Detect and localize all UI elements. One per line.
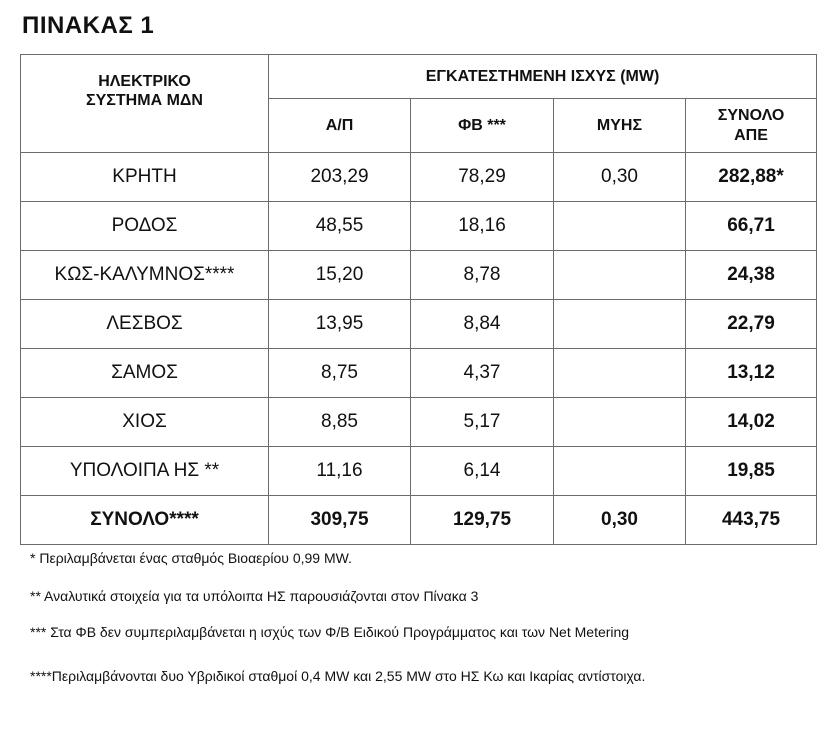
cell-ap: 48,55 (269, 202, 411, 251)
column-header-total (686, 99, 817, 153)
cell-ap: 13,95 (269, 300, 411, 349)
table-row (21, 349, 817, 398)
table-row (21, 447, 817, 496)
row-header-label (21, 55, 269, 153)
cell-total: 13,12 (686, 349, 817, 398)
cell-total: 24,38 (686, 251, 817, 300)
cell-name: ΧΙΟΣ (21, 398, 269, 447)
cell-fv: 8,78 (411, 251, 554, 300)
table-row (21, 251, 817, 300)
total-row (21, 496, 817, 545)
cell-total: 22,79 (686, 300, 817, 349)
row-header-text: ΗΛΕΚΤΡΙΚΟ ΣΥΣΤΗΜΑ ΜΔΝ (86, 72, 203, 109)
footnote-1: * Περιλαμβάνεται ένας σταθμός Βιοαερίου 0,99 MW. (30, 550, 352, 566)
column-header-myhs: ΜΥΗΣ (554, 99, 686, 153)
group-header: ΕΓΚΑΤΕΣΤΗΜΕΝΗ ΙΣΧΥΣ (MW) (269, 55, 817, 99)
cell-myhs (554, 447, 686, 496)
cell-myhs (554, 398, 686, 447)
footnote-4: ****Περιλαμβάνονται δυο Υβριδικοί σταθμοί 0,4 MW και 2,55 MW στο ΗΣ Κω και Ικαρίας αντίστοιχα. (30, 668, 646, 684)
footnote-2: ** Αναλυτικά στοιχεία για τα υπόλοιπα ΗΣ παρουσιάζονται στον Πίνακα 3 (30, 588, 479, 604)
footnote-3: *** Στα ΦΒ δεν συμπεριλαμβάνεται η ισχύς των Φ/Β Ειδικού Προγράμματος και των Net Metering (30, 624, 630, 640)
cell-ap: 203,29 (269, 153, 411, 202)
table-row (21, 398, 817, 447)
total-row-name: ΣΥΝΟΛΟ**** (21, 496, 269, 545)
total-row-total: 443,75 (686, 496, 817, 545)
cell-name: ΚΩΣ-ΚΑΛΥΜΝΟΣ**** (21, 251, 269, 300)
cell-myhs (554, 202, 686, 251)
total-row-ap: 309,75 (269, 496, 411, 545)
cell-ap: 15,20 (269, 251, 411, 300)
table-row (21, 153, 817, 202)
cell-fv: 6,14 (411, 447, 554, 496)
cell-total: 282,88* (686, 153, 817, 202)
cell-total: 19,85 (686, 447, 817, 496)
cell-name: ΣΑΜΟΣ (21, 349, 269, 398)
cell-total: 66,71 (686, 202, 817, 251)
table-row (21, 202, 817, 251)
column-header-total-text: ΣΥΝΟΛΟ ΑΠΕ (717, 106, 785, 144)
cell-myhs (554, 251, 686, 300)
cell-fv: 18,16 (411, 202, 554, 251)
cell-ap: 8,75 (269, 349, 411, 398)
installed-capacity-table (20, 54, 817, 545)
cell-name: ΡΟΔΟΣ (21, 202, 269, 251)
cell-ap: 8,85 (269, 398, 411, 447)
cell-myhs: 0,30 (554, 153, 686, 202)
table-row (21, 300, 817, 349)
cell-fv: 8,84 (411, 300, 554, 349)
cell-myhs (554, 300, 686, 349)
cell-fv: 5,17 (411, 398, 554, 447)
cell-myhs (554, 349, 686, 398)
cell-name: ΥΠΟΛΟΙΠΑ ΗΣ ** (21, 447, 269, 496)
cell-total: 14,02 (686, 398, 817, 447)
total-row-myhs: 0,30 (554, 496, 686, 545)
table-title: ΠΙΝΑΚΑΣ 1 (22, 12, 155, 39)
column-header-fv: ΦΒ *** (411, 99, 554, 153)
cell-ap: 11,16 (269, 447, 411, 496)
column-header-ap: Α/Π (269, 99, 411, 153)
cell-name: ΚΡΗΤΗ (21, 153, 269, 202)
cell-fv: 78,29 (411, 153, 554, 202)
cell-name: ΛΕΣΒΟΣ (21, 300, 269, 349)
table-body (21, 153, 817, 496)
cell-fv: 4,37 (411, 349, 554, 398)
total-row-fv: 129,75 (411, 496, 554, 545)
